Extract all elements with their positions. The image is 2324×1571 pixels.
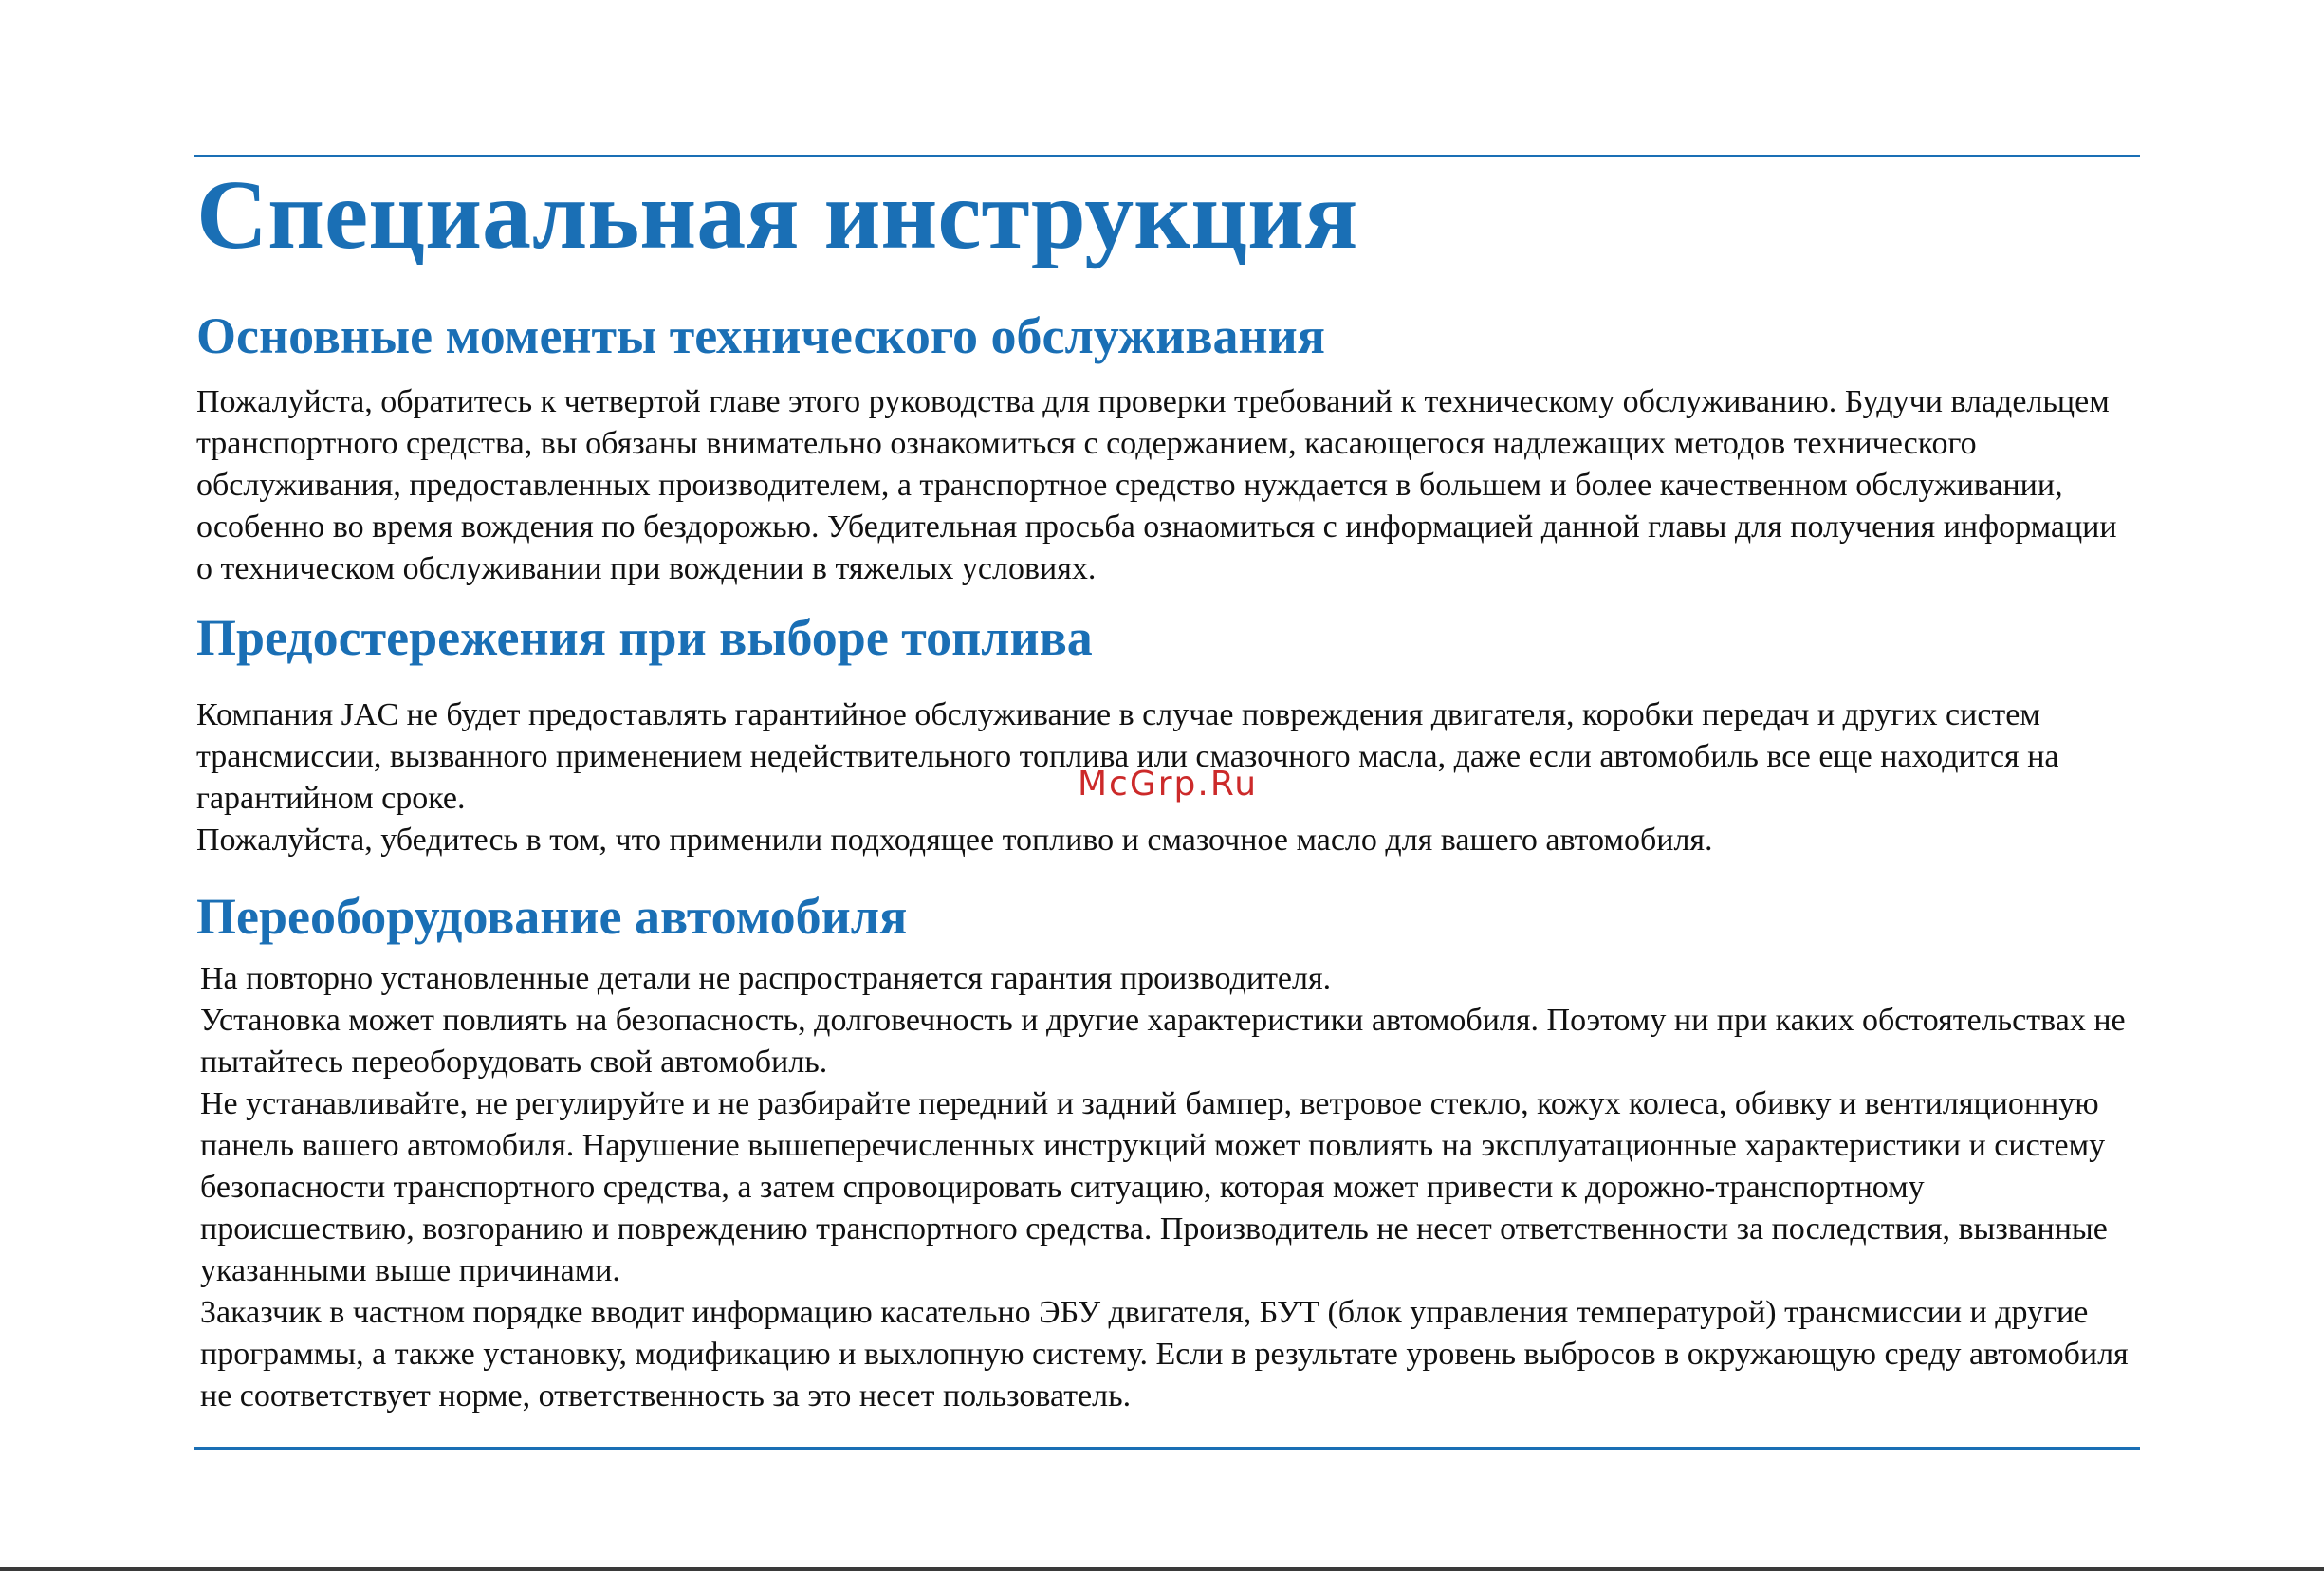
watermark-text: McGrp.Ru: [1078, 765, 1259, 804]
page-title: Специальная инструкция: [196, 160, 1358, 269]
bottom-divider: [194, 1447, 2140, 1450]
section-paragraph: Компания JAC не будет предоставлять гарантийное обслуживание в случае повреждения двигателя, коробки передач и других систем трансмиссии, вызванного применением недействительного топлива или смазочного масла, даже если автомобиль все еще находится на гарантийном сроке.: [196, 697, 2059, 816]
section-heading-maintenance: Основные моменты технического обслуживания: [196, 307, 1325, 364]
section-paragraph: Установка может повлиять на безопасность, долговечность и другие характеристики автомобиля. Поэтому ни при каких обстоятельствах не пытайтесь переоборудовать свой автомобиль.: [200, 1003, 2126, 1080]
section-paragraph: Не устанавливайте, не регулируйте и не разбирайте передний и задний бампер, ветровое стекло, кожух колеса, обивку и вентиляционную панель вашего автомобиля. Нарушение вышеперечисленных инструкций может повлиять на эксплуатационные характеристики и систему безопасности транспортного средства, а затем спровоцировать ситуацию, которая может привести к дорожно-транспортному происшествию, возгоранию и повреждению транспортного средства. Производитель не несет ответственности за последствия, вызванные указанными выше причинами.: [200, 1086, 2108, 1288]
page-bottom-edge: [0, 1567, 2324, 1571]
section-heading-modification: Переоборудование автомобиля: [196, 888, 908, 945]
section-paragraph: На повторно установленные детали не распространяется гарантия производителя.: [200, 961, 1332, 996]
section-paragraph: Заказчик в частном порядке вводит информацию касательно ЭБУ двигателя, БУТ (блок управления температурой) трансмиссии и другие программы, а также установку, модификацию и выхлопную систему. Если в результате уровень выбросов в окружающую среду автомобиля не соответствует норме, ответственность за это несет пользователь.: [200, 1295, 2129, 1414]
section-paragraph: Пожалуйста, обратитесь к четвертой главе этого руководства для проверки требований к техническому обслуживанию. Будучи владельцем транспортного средства, вы обязаны внимательно ознакомиться с содержанием, касающегося надлежащих методов технического обслуживания, предоставленных производителем, а транспортное средство нуждается в большем и более качественном обслуживании, особенно во время вождения по бездорожью. Убедительная просьба ознаомиться с информацией данной главы для получения информации о техническом обслуживании при вождении в тяжелых условиях.: [196, 384, 2117, 586]
section-heading-fuel: Предостережения при выборе топлива: [196, 609, 1093, 666]
section-paragraph: Пожалуйста, убедитесь в том, что применили подходящее топливо и смазочное масло для вашего автомобиля.: [196, 822, 1713, 858]
